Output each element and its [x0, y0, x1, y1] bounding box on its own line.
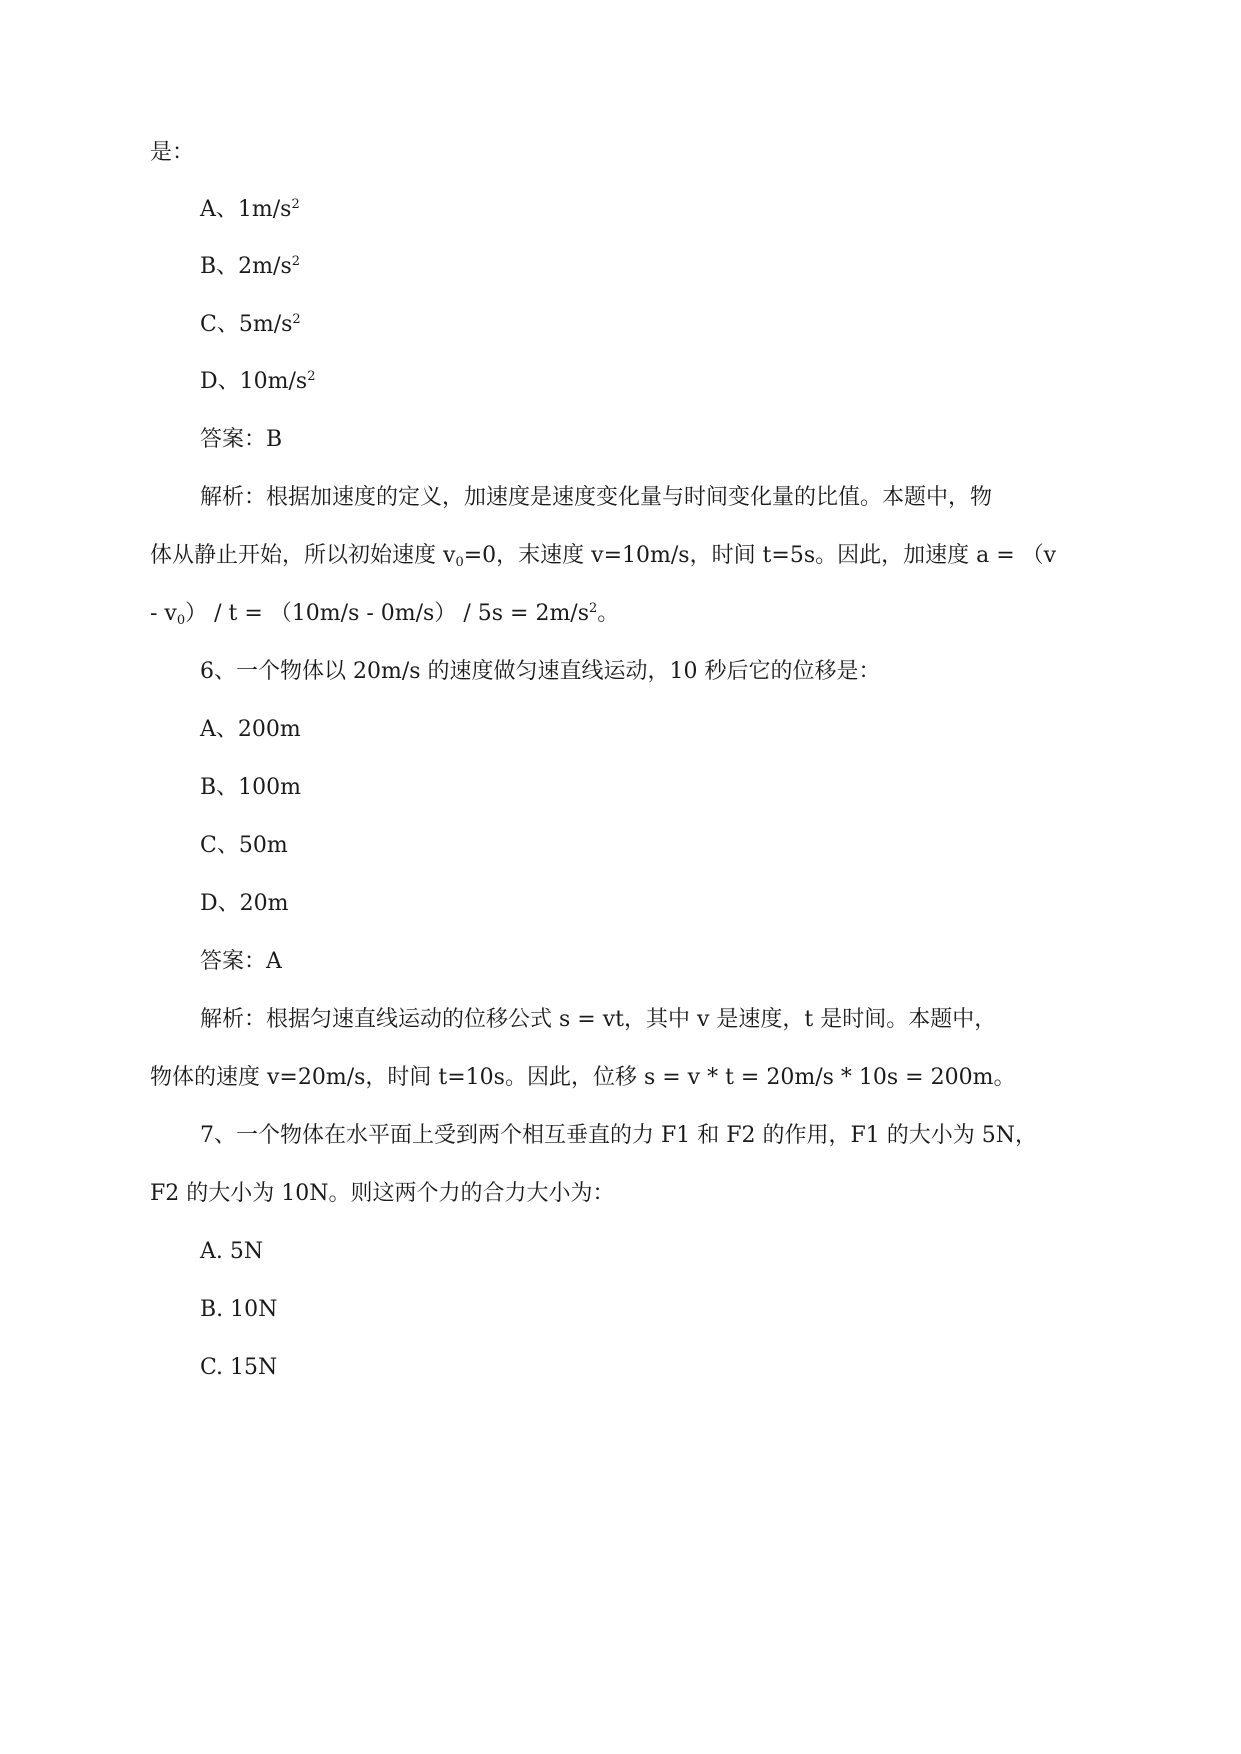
analysis-text: 。	[597, 601, 620, 626]
analysis-text: - v	[150, 601, 177, 626]
q5-option-c	[200, 310, 301, 340]
option-label: D、	[200, 369, 240, 394]
q7-option-b: B. 10N	[200, 1297, 278, 1322]
q6-analysis-line-1: 解析：根据匀速直线运动的位移公式 s = vt，其中 v 是速度，t 是时间。本题中，	[200, 1007, 997, 1032]
analysis-text: 体从静止开始，所以初始速度 v	[150, 543, 456, 568]
option-value: 5m/s	[238, 312, 293, 337]
q5-option-d	[200, 367, 315, 397]
q5-option-b	[200, 252, 300, 282]
q6-option-a: A、200m	[200, 717, 301, 742]
superscript: 2	[589, 601, 598, 616]
q6-answer: 答案：A	[200, 949, 282, 974]
q6-option-b: B、100m	[200, 775, 302, 800]
q5-stem-tail: 是：	[150, 140, 195, 165]
option-value: 1m/s	[237, 197, 292, 222]
q5-analysis-line-2	[150, 541, 1056, 571]
q5-analysis-line-3	[150, 599, 619, 629]
q7-stem-line-2: F2 的大小为 10N。则这两个力的合力大小为：	[150, 1181, 615, 1206]
q5-analysis-line-1: 解析：根据加速度的定义，加速度是速度变化量与时间变化量的比值。本题中，物	[200, 485, 993, 510]
analysis-text: ） / t = （10m/s - 0m/s） / 5s = 2m/s	[185, 601, 590, 626]
subscript: 0	[455, 555, 464, 570]
option-label: B、	[200, 254, 239, 279]
option-value: 2m/s	[238, 254, 292, 279]
q6-option-d: D、20m	[200, 891, 289, 916]
q5-option-a	[200, 195, 300, 225]
option-label: A、	[200, 197, 238, 222]
option-label: C、	[200, 312, 239, 337]
analysis-text: =0，末速度 v=10m/s，时间 t=5s。因此，加速度 a = （v	[463, 543, 1057, 568]
q6-analysis-line-2: 物体的速度 v=20m/s，时间 t=10s。因此，位移 s = v * t = 20m/s * 10s = 200m。	[150, 1065, 1016, 1090]
q6-stem: 6、一个物体以 20m/s 的速度做匀速直线运动，10 秒后它的位移是：	[200, 659, 881, 684]
subscript: 0	[176, 613, 186, 628]
superscript: 2	[291, 254, 301, 269]
superscript: 2	[291, 197, 300, 212]
superscript: 2	[307, 369, 316, 384]
superscript: 2	[292, 312, 301, 327]
q7-option-c: C. 15N	[200, 1355, 278, 1380]
q7-stem-line-1: 7、一个物体在水平面上受到两个相互垂直的力 F1 和 F2 的作用，F1 的大小为 5N，	[200, 1123, 1037, 1148]
q5-answer: 答案：B	[200, 427, 283, 452]
q7-option-a: A. 5N	[200, 1239, 264, 1264]
q6-option-c: C、50m	[200, 833, 288, 858]
option-value: 10m/s	[239, 369, 308, 394]
